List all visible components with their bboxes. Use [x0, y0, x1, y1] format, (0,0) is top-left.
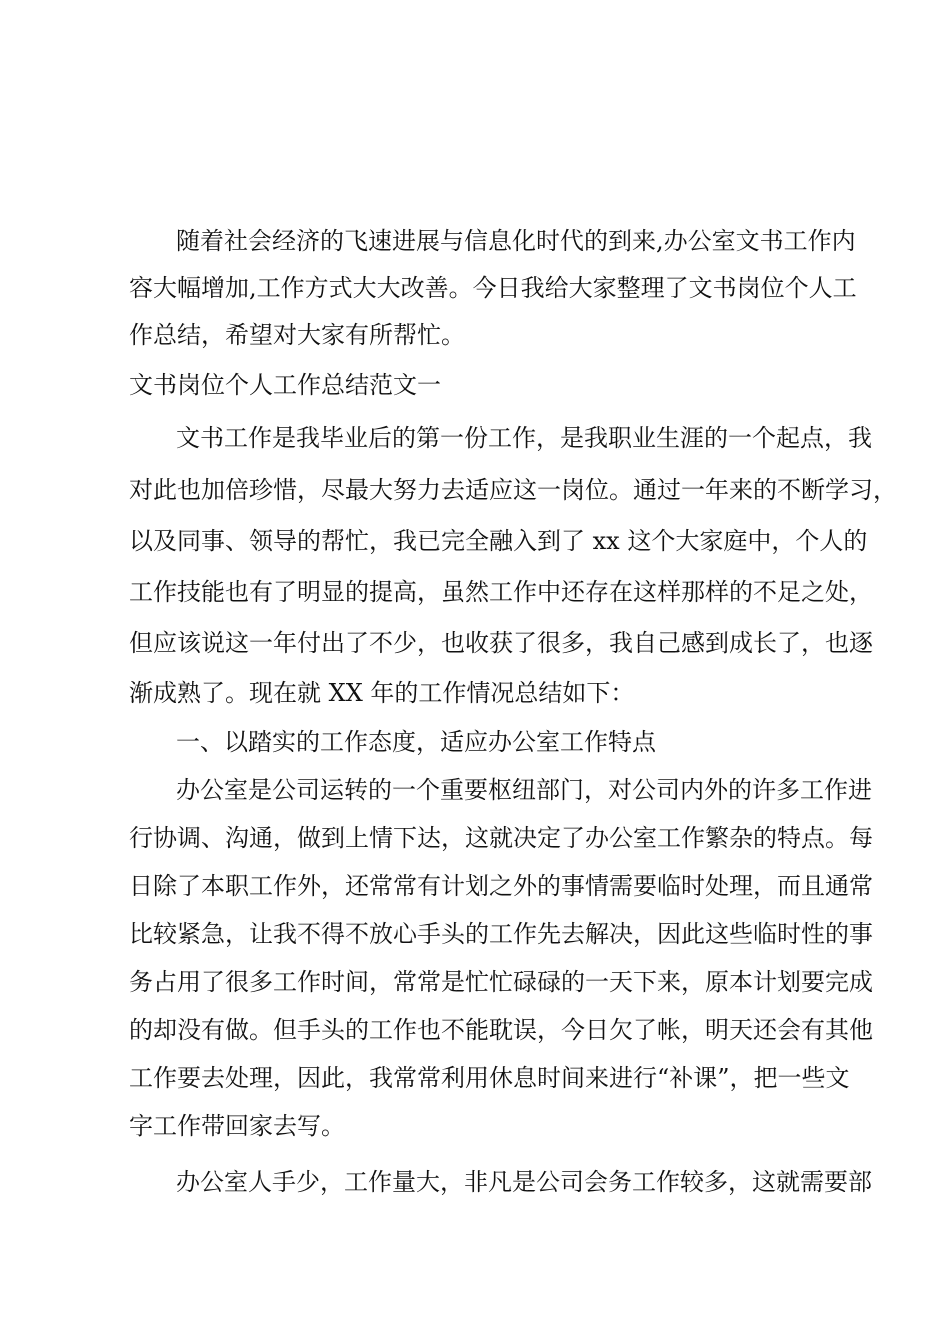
para1-line-4: 工作技能也有了明显的提高，虽然工作中还存在这样那样的不足之处，: [129, 578, 873, 606]
para3-line-1: 办公室人手少，工作量大，非凡是公司会务工作较多，这就需要部: [176, 1168, 872, 1196]
para2-line-1: 办公室是公司运转的一个重要枢纽部门，对公司内外的许多工作进: [176, 776, 872, 804]
intro-line-2: 容大幅增加,工作方式大大改善。今日我给大家整理了文书岗位个人工: [129, 274, 857, 302]
para1-line-6: 渐成熟了。现在就 XX 年的工作情况总结如下：: [129, 679, 635, 707]
para2-line-6: 的却没有做。但手头的工作也不能耽误，今日欠了帐，明天还会有其他: [129, 1016, 873, 1044]
para1-line-3: 以及同事、领导的帮忙，我已完全融入到了 xx 这个大家庭中，个人的: [129, 527, 868, 555]
para2-line-2: 行协调、沟通，做到上情下达，这就决定了办公室工作繁杂的特点。每: [129, 824, 873, 852]
para2-line-4: 比较紧急，让我不得不放心手头的工作先去解决，因此这些临时性的事: [129, 920, 873, 948]
section1-title: 一、以踏实的工作态度，适应办公室工作特点: [176, 728, 656, 756]
section-heading: 文书岗位个人工作总结范文一: [129, 371, 441, 399]
para2-line-3: 日除了本职工作外，还常常有计划之外的事情需要临时处理，而且通常: [129, 872, 873, 900]
para2-line-5: 务占用了很多工作时间，常常是忙忙碌碌的一天下来，原本计划要完成: [129, 968, 873, 996]
para1-line-2: 对此也加倍珍惜，尽最大努力去适应这一岗位。通过一年来的不断学习，: [129, 476, 897, 504]
para2-line-7: 工作要去处理，因此，我常常利用休息时间来进行“补课”，把一些文: [129, 1064, 850, 1092]
intro-line-1: 随着社会经济的飞速进展与信息化时代的到来,办公室文书工作内: [176, 227, 856, 255]
para2-line-8: 字工作带回家去写。: [129, 1112, 345, 1140]
intro-line-3: 作总结，希望对大家有所帮忙。: [129, 321, 465, 349]
para1-line-5: 但应该说这一年付出了不少，也收获了很多，我自己感到成长了，也逐: [129, 629, 873, 657]
para1-line-1: 文书工作是我毕业后的第一份工作，是我职业生涯的一个起点，我: [176, 424, 872, 452]
